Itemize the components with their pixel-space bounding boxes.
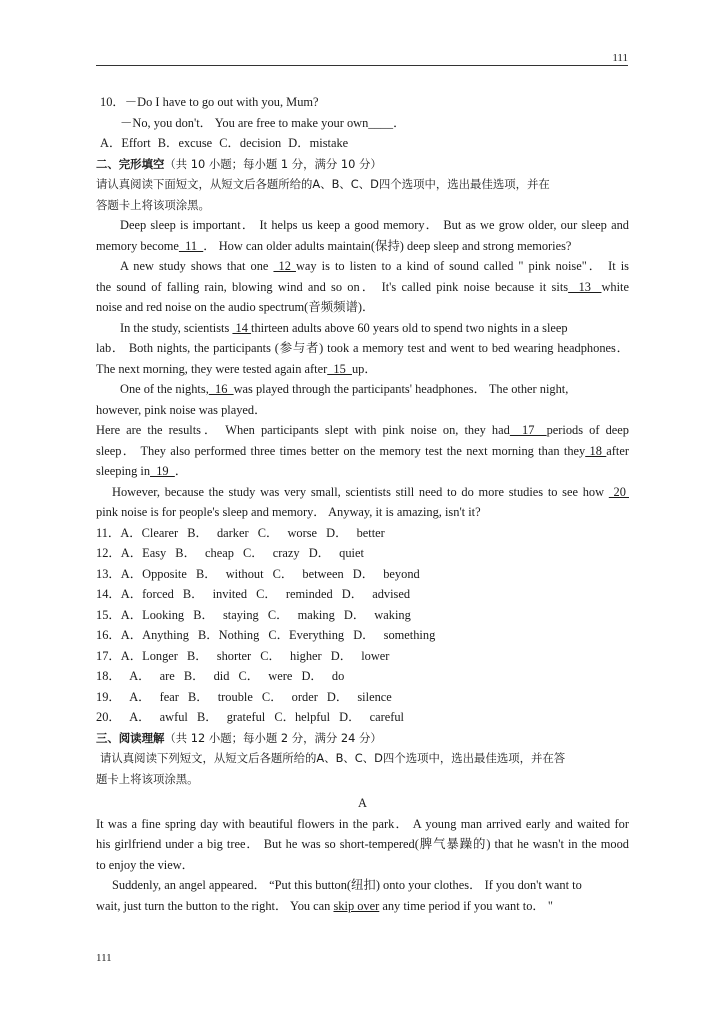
- header-page-number: 111: [612, 52, 628, 64]
- section3-note: （共 12 小题；每小题 2 分，满分 24 分）: [164, 730, 382, 745]
- text-run: up．: [351, 361, 377, 376]
- passage-p6-line2: pink noise is for people's sleep and memory． Anyway, it is amazing, isn't it?: [96, 505, 481, 519]
- passage-a-line5: [96, 896, 629, 917]
- option-row: 17．A．Longer B． shorter C． higher D． lower: [96, 648, 390, 663]
- section2-note: （共 10 小题；每小题 1 分，满分 10 分）: [164, 156, 382, 171]
- passage-p2-line3: noise and red noise on the audio spectrum(音频频谱)．: [96, 300, 375, 314]
- text-run: One of the nights,: [120, 382, 209, 396]
- blank-13: 13: [568, 279, 602, 294]
- text-run: However, because the study was very small, scientists still need to do more studies to see how: [112, 484, 609, 499]
- blank-20: 20: [608, 484, 629, 499]
- passage-p4-line1: [96, 379, 629, 400]
- text-run: way is to listen to a kind of sound called " pink noise"． It is: [295, 259, 629, 273]
- passage-p3-line3: [96, 359, 629, 380]
- text-run: The next morning, they were tested again after: [96, 361, 328, 376]
- passage-a-line3: to enjoy the view．: [96, 857, 195, 872]
- text-run: thirteen adults above 60 years old to spend two nights in a sleep: [251, 320, 568, 335]
- section2-title: 二、完形填空: [96, 156, 165, 171]
- q10-answer-line: －No, you don't． You are free to make your own____．: [120, 115, 406, 130]
- passage-p5-line2: [96, 441, 629, 462]
- text-run: was played through the participants' headphones． The other night,: [233, 382, 569, 396]
- option-row: 14．A．forced B． invited C． reminded D． advised: [96, 587, 411, 601]
- option-row: 20． A． awful B． grateful C．helpful D． careful: [96, 710, 404, 724]
- option-row: 19． A． fear B． trouble C． order D． silence: [96, 689, 392, 704]
- underlined-phrase: skip over: [333, 898, 380, 913]
- section3-heading: [96, 728, 629, 749]
- passage-a-label: A: [358, 796, 367, 810]
- text-run: ． How can older adults maintain(保持) deep sleep and strong memories?: [203, 238, 572, 253]
- text-run: A new study shows that one: [120, 259, 274, 273]
- option-row: 18． A． are B． did C． were D． do: [96, 669, 345, 683]
- passage-p2-line2: [96, 277, 629, 298]
- q10-question: 10．－Do I have to go out with you, Mum?: [100, 95, 319, 109]
- text-run: sleep． They also performed three times better on the memory test the next morning than they: [96, 443, 586, 458]
- section3-title: 三、阅读理解: [96, 730, 165, 745]
- passage-p2-line1: [96, 256, 629, 277]
- option-row: 13．A．Opposite B． without C． between D． beyond: [96, 566, 420, 581]
- section3-instruction-1: 请认真阅读下列短文，从短文后各题所给的A、B、C、D四个选项中，选出最佳选项，并在答: [100, 751, 566, 765]
- document-body: [96, 92, 629, 916]
- text-run: sleeping in: [96, 464, 151, 478]
- blank-14: 14: [232, 320, 252, 335]
- section2-instruction-1: 请认真阅读下面短文，从短文后各题所给的A、B、C、D四个选项中，选出最佳选项，并在: [96, 177, 550, 191]
- q10-options: A．Effort B．excuse C．decision D．mistake: [100, 136, 349, 150]
- text-run: wait, just turn the button to the right． You can: [96, 898, 334, 913]
- text-run: ．: [174, 464, 188, 478]
- option-row: 15．A．Looking B． staying C． making D． waking: [96, 607, 411, 622]
- option-row: 11．A．Clearer B． darker C． worse D． better: [96, 525, 385, 540]
- passage-p5-line1: [96, 420, 629, 441]
- option-row: 16．A．Anything B．Nothing C．Everything D． something: [96, 628, 436, 642]
- blank-12: 12: [273, 259, 296, 273]
- passage-p6-line1: [96, 482, 629, 503]
- section2-heading: [96, 154, 629, 175]
- text-run: periods of deep: [546, 423, 629, 437]
- text-run: the sound of falling rain, blowing wind and so on． It's called pink noise because it sits: [96, 279, 569, 294]
- passage-p3-line2: lab． Both nights, the participants (参与者) took a memory test and went to bed wearing headphones．: [96, 341, 629, 355]
- text-run: after: [606, 443, 629, 458]
- text-run: memory become: [96, 238, 179, 253]
- passage-a-line2: his girlfriend under a big tree． But he was so short-tempered(脾气暴躁的) that he wasn't in the mood: [96, 837, 629, 851]
- passage-p1-line2: [96, 236, 629, 257]
- blank-18: 18: [585, 443, 607, 458]
- section2-instruction-2: 答题卡上将该项涂黑。: [96, 197, 210, 212]
- section3-instruction-2: 题卡上将该项涂黑。: [96, 771, 199, 786]
- option-row: 12．A．Easy B． cheap C． crazy D． quiet: [96, 546, 364, 560]
- text-run: In the study, scientists: [120, 320, 233, 335]
- passage-p4-line2: however, pink noise was played．: [96, 402, 267, 417]
- blank-11: 11: [178, 238, 204, 253]
- blank-16: 16: [208, 382, 234, 396]
- footer-page-number: 111: [96, 952, 112, 964]
- passage-p5-line3: [96, 461, 629, 482]
- passage-p1-line1: Deep sleep is important． It helps us keep a good memory． But as we grow older, our sleep and: [120, 218, 629, 232]
- blank-17: 17: [509, 423, 547, 437]
- passage-a-line4: Suddenly, an angel appeared． “Put this button(纽扣) onto your clothes． If you don't want to: [112, 878, 582, 892]
- text-run: Here are the results． When participants slept with pink noise on, they had: [96, 423, 510, 437]
- text-run: any time period if you want to． ": [379, 898, 553, 913]
- text-run: white: [601, 279, 629, 294]
- passage-p3-line1: [96, 318, 629, 339]
- header-divider: [96, 65, 628, 66]
- blank-19: 19: [150, 464, 175, 478]
- blank-15: 15: [327, 361, 352, 376]
- passage-a-line1: It was a fine spring day with beautiful flowers in the park． A young man arrived early and waited for: [96, 816, 629, 831]
